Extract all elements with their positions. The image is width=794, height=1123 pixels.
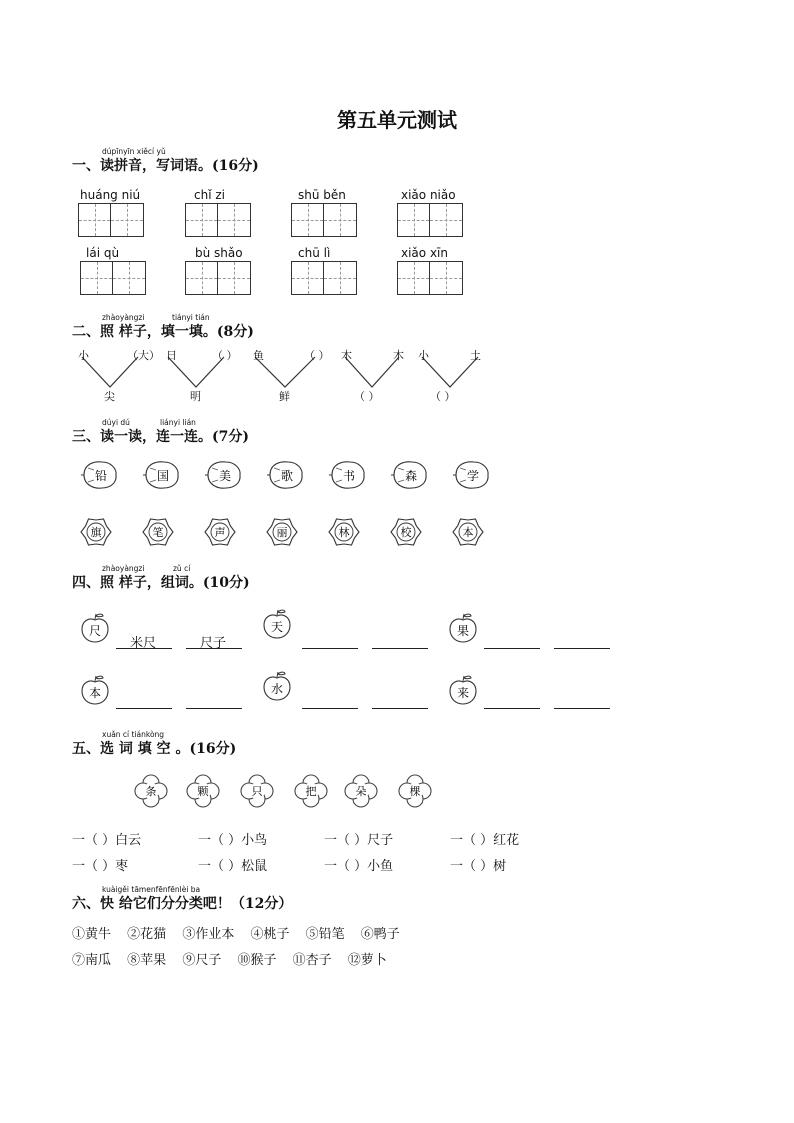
apple-char-text: 果 — [456, 624, 470, 638]
item-list-row-2 — [72, 949, 399, 968]
answer-blank[interactable] — [484, 630, 540, 649]
measure-word-text: 颗 — [197, 785, 209, 798]
apple-stem — [277, 672, 285, 677]
writing-grid-1[interactable] — [78, 203, 144, 237]
answer-blank[interactable] — [186, 690, 242, 709]
list-item: ②花猫 — [127, 927, 167, 942]
apple-char-text: 水 — [270, 682, 284, 696]
measure-word-4[interactable] — [294, 774, 328, 808]
example-word-1-text: 米尺 — [130, 636, 157, 651]
section1-heading: 一、读拼音，写词语。(16分) — [72, 158, 259, 174]
writing-grid-8[interactable] — [397, 261, 463, 295]
list-item: ③作业本 — [182, 927, 235, 942]
flower-char-text: 声 — [214, 526, 226, 539]
leaf-char-3[interactable] — [204, 458, 244, 492]
list-item: ⑤铅笔 — [305, 927, 345, 942]
leaf-char-text: 歌 — [280, 469, 294, 483]
apple-char-4 — [80, 674, 110, 706]
answer-blank[interactable] — [116, 690, 172, 709]
answer-blank[interactable] — [554, 630, 610, 649]
answer-blank[interactable] — [372, 630, 428, 649]
leaf-char-text: 学 — [466, 469, 480, 483]
section5-heading: 五、选 词 填 空 。(16分) — [72, 741, 237, 757]
leaf-char-text: 国 — [156, 469, 170, 483]
measure-word-text: 把 — [305, 785, 317, 798]
fill-item[interactable]: 一（ ）尺子 — [324, 833, 394, 848]
example-word-1 — [116, 630, 172, 649]
leaf-char-text: 铅 — [94, 469, 108, 483]
measure-word-text: 棵 — [409, 785, 421, 798]
answer-blank[interactable] — [554, 690, 610, 709]
flower-char-2[interactable] — [142, 516, 174, 548]
list-item: ⑦南瓜 — [72, 953, 112, 968]
fill-item[interactable]: 一（ ）松鼠 — [198, 859, 268, 874]
list-item: ⑩猴子 — [237, 953, 277, 968]
writing-grid-6[interactable] — [185, 261, 251, 295]
fill-item[interactable]: 一（ ）白云 — [72, 833, 142, 848]
answer-blank[interactable] — [302, 690, 358, 709]
writing-grid-5[interactable] — [80, 261, 146, 295]
section6-heading: 六、快 给它们分分类吧！（12分） — [72, 896, 293, 912]
radical-right-4: 木 — [393, 349, 404, 362]
measure-word-6[interactable] — [398, 774, 432, 808]
radical-left-3: 鱼 — [253, 349, 264, 362]
section3-heading: 三、读一读，连一连。(7分) — [72, 429, 249, 445]
measure-word-text: 只 — [251, 785, 263, 798]
page-title: 第五单元测试 — [337, 108, 457, 132]
flower-char-6[interactable] — [390, 516, 422, 548]
flower-char-text: 林 — [338, 526, 350, 539]
leaf-char-7[interactable] — [452, 458, 492, 492]
list-item: ⑪杏子 — [292, 953, 332, 968]
apple-stem — [463, 676, 471, 681]
pinyin-2: chǐ zi — [194, 188, 225, 202]
flower-char-5[interactable] — [328, 516, 360, 548]
section1-ruby: dúpīnyīn xiěcí yǔ — [102, 147, 166, 156]
answer-blank[interactable] — [302, 630, 358, 649]
measure-word-1[interactable] — [134, 774, 168, 808]
flower-char-4[interactable] — [266, 516, 298, 548]
apple-char-text: 本 — [88, 686, 102, 700]
pinyin-8: xiǎo xīn — [401, 246, 448, 260]
flower-char-text: 旗 — [90, 526, 102, 539]
fill-item[interactable]: 一（ ）枣 — [72, 859, 129, 874]
combined-char-2: 明 — [190, 390, 201, 403]
section4-heading: 四、照 样子，组词。(10分) — [72, 575, 250, 591]
combined-char-1: 尖 — [104, 390, 115, 403]
writing-grid-2[interactable] — [185, 203, 251, 237]
section4-ruby-1: zhàoyàngzi — [102, 564, 145, 573]
section6-ruby: kuàigěi tāmenfēnfēnlèi ba — [102, 885, 201, 894]
combined-char-3: 鲜 — [279, 390, 290, 403]
combined-char-4[interactable]: （ ） — [354, 390, 380, 403]
writing-grid-3[interactable] — [291, 203, 357, 237]
leaf-char-6[interactable] — [390, 458, 430, 492]
radical-left-1: 小 — [78, 349, 89, 362]
section4-ruby-2: zǔ cí — [173, 564, 191, 573]
radical-right-5: 土 — [470, 349, 481, 362]
pinyin-3: shū běn — [298, 188, 346, 202]
answer-blank[interactable] — [484, 690, 540, 709]
list-item: ⑥鸭子 — [360, 927, 400, 942]
leaf-char-4[interactable] — [266, 458, 306, 492]
apple-stem — [277, 610, 285, 615]
flower-char-text: 校 — [400, 526, 412, 539]
leaf-char-text: 美 — [218, 469, 232, 483]
flower-char-3[interactable] — [204, 516, 236, 548]
radical-left-5: 小 — [418, 349, 429, 362]
apple-char-text: 来 — [456, 686, 470, 700]
apple-stem — [463, 614, 471, 619]
leaf-char-5[interactable] — [328, 458, 368, 492]
apple-char-1 — [80, 612, 110, 644]
section3-ruby-1: dúyi dú — [102, 418, 130, 427]
combined-char-5[interactable]: （ ） — [430, 390, 456, 403]
pinyin-4: xiǎo niǎo — [401, 188, 456, 202]
radical-left-4: 木 — [341, 349, 352, 362]
apple-char-text: 天 — [270, 620, 284, 634]
item-list-row-1 — [72, 923, 412, 942]
leaf-char-2[interactable] — [142, 458, 182, 492]
measure-word-text: 条 — [145, 785, 157, 798]
section2-heading: 二、照 样子，填一填。(8分) — [72, 324, 254, 340]
flower-char-1[interactable] — [80, 516, 112, 548]
apple-stem — [95, 676, 103, 681]
pinyin-7: chū lì — [298, 246, 331, 260]
measure-word-text: 朵 — [355, 785, 367, 798]
measure-word-5[interactable] — [344, 774, 378, 808]
measure-word-2[interactable] — [186, 774, 220, 808]
leaf-char-text: 书 — [342, 469, 356, 483]
fill-item[interactable]: 一（ ）树 — [450, 859, 507, 874]
answer-blank[interactable] — [372, 690, 428, 709]
radical-right-3[interactable]: （ ） — [304, 349, 330, 362]
pinyin-6: bù shǎo — [195, 246, 243, 260]
leaf-char-1[interactable] — [80, 458, 120, 492]
list-item: ④桃子 — [250, 927, 290, 942]
fill-item[interactable]: 一（ ）红花 — [450, 833, 520, 848]
apple-char-text: 尺 — [88, 624, 102, 638]
flower-char-text: 丽 — [276, 526, 288, 539]
section2-ruby-2: tiányi tián — [172, 313, 210, 322]
fill-item[interactable]: 一（ ）小鱼 — [324, 859, 394, 874]
radical-right-2[interactable]: （ ） — [212, 349, 238, 362]
flower-char-7[interactable] — [452, 516, 484, 548]
section3-ruby-2: liányi lián — [160, 418, 196, 427]
section2-ruby-1: zhàoyàngzi — [102, 313, 145, 322]
leaf-char-text: 森 — [404, 469, 418, 483]
apple-char-6 — [448, 674, 478, 706]
list-item: ①黄牛 — [72, 927, 112, 942]
writing-grid-4[interactable] — [397, 203, 463, 237]
list-item: ⑧苹果 — [127, 953, 167, 968]
fill-item[interactable]: 一（ ）小鸟 — [198, 833, 268, 848]
radical-right-1: （大） — [127, 349, 160, 362]
flower-char-text: 笔 — [152, 526, 164, 539]
pinyin-1: huáng niú — [80, 188, 141, 202]
flower-char-text: 本 — [462, 526, 474, 539]
apple-stem — [95, 614, 103, 619]
section5-ruby: xuǎn cí tiánkòng — [102, 730, 165, 739]
writing-grid-7[interactable] — [291, 261, 357, 295]
apple-char-5 — [262, 670, 292, 702]
list-item: ⑫萝卜 — [347, 953, 387, 968]
measure-word-3[interactable] — [240, 774, 274, 808]
example-word-2-text: 尺子 — [200, 636, 227, 651]
apple-char-2 — [262, 608, 292, 640]
example-word-2 — [186, 630, 242, 649]
apple-char-3 — [448, 612, 478, 644]
pinyin-5: lái qù — [86, 246, 120, 260]
list-item: ⑨尺子 — [182, 953, 222, 968]
radical-left-2: 日 — [166, 349, 177, 362]
